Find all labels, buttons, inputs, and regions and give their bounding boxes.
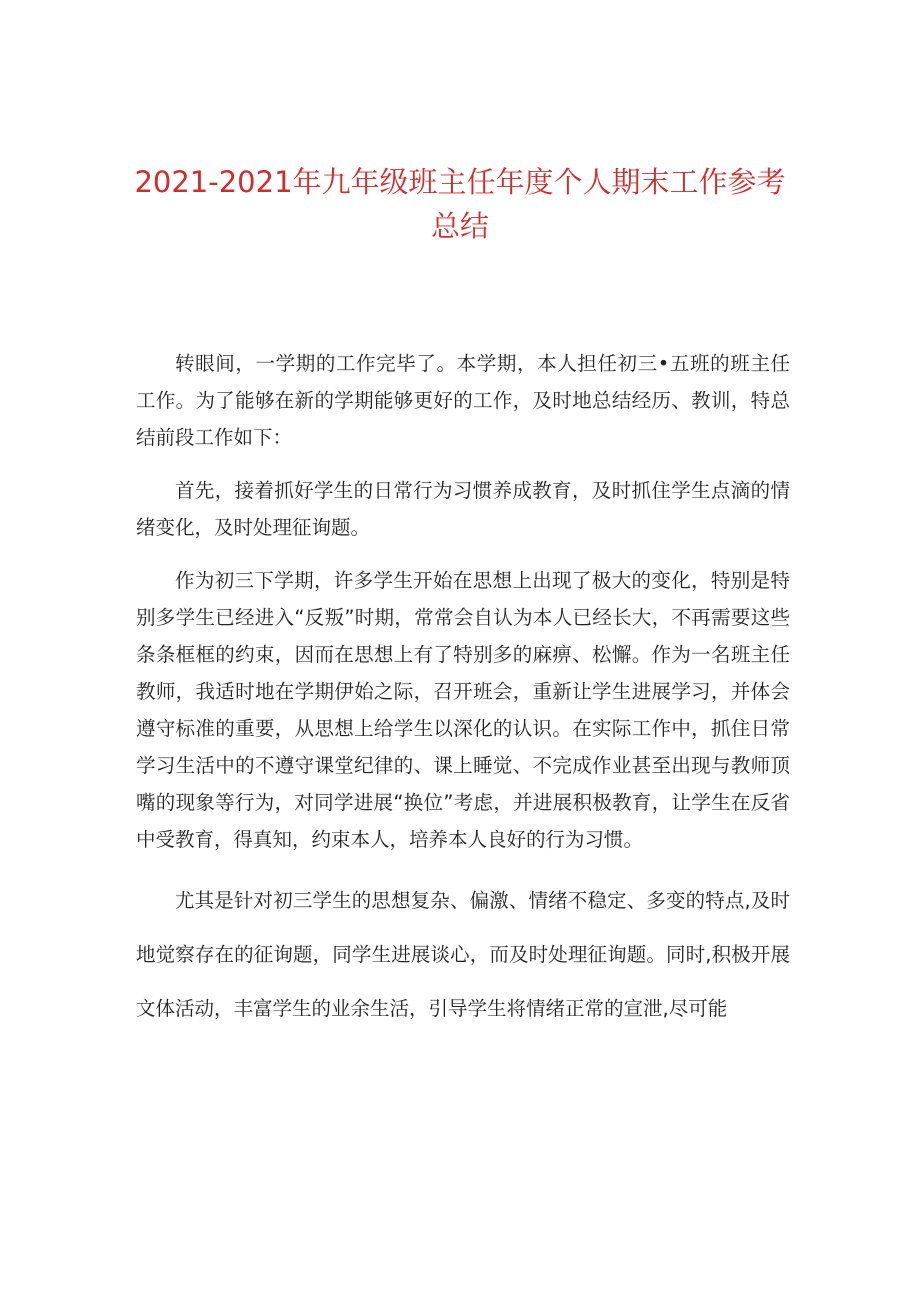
title-line-1: 2021-2021年九年级班主任年度个人期末工作参考 bbox=[134, 165, 786, 199]
paragraph-third: 尤其是针对初三学生的思想复杂、偏激、情绪不稳定、多变的特点,及时地觉察存在的征询题，同学生进展谈心，而及时处理征询题。同时,积极开展文体活动，丰富学生的业余生活，引导学生将情绪正常的宣泄,尽可能 bbox=[136, 889, 790, 1020]
document-title bbox=[120, 160, 800, 248]
paragraph-intro: 转眼间，一学期的工作完毕了。本学期，本人担任初三•五班的班主任工作。为了能够在新的学期能够更好的工作，及时地总结经历、教训，特总结前段工作如下： bbox=[136, 352, 790, 449]
paragraph-second: 作为初三下学期，许多学生开始在思想上出现了极大的变化，特别是特别多学生已经进入“反叛”时期，常常会自认为本人已经长大，不再需要这些条条框框的约束，因而在思想上有了特别多的麻痹、松懈。作为一名班主任教师，我适时地在学期伊始之际，召开班会，重新让学生进展学习，并体会遵守标准的重要，从思想上给学生以深化的认识。在实际工作中，抓住日常学习生活中的不遵守课堂纪律的、课上睡觉、不完成作业甚至出现与教师顶嘴的现象等行为，对同学进展“换位”考虑，并进展积极教育，让学生在反省中受教育，得真知，约束本人，培养本人良好的行为习惯。 bbox=[136, 569, 790, 851]
document-body bbox=[136, 345, 790, 1052]
paragraph-first: 首先，接着抓好学生的日常行为习惯养成教育，及时抓住学生点滴的情绪变化，及时处理征询题。 bbox=[136, 479, 790, 539]
title-line-2: 总结 bbox=[430, 209, 489, 243]
